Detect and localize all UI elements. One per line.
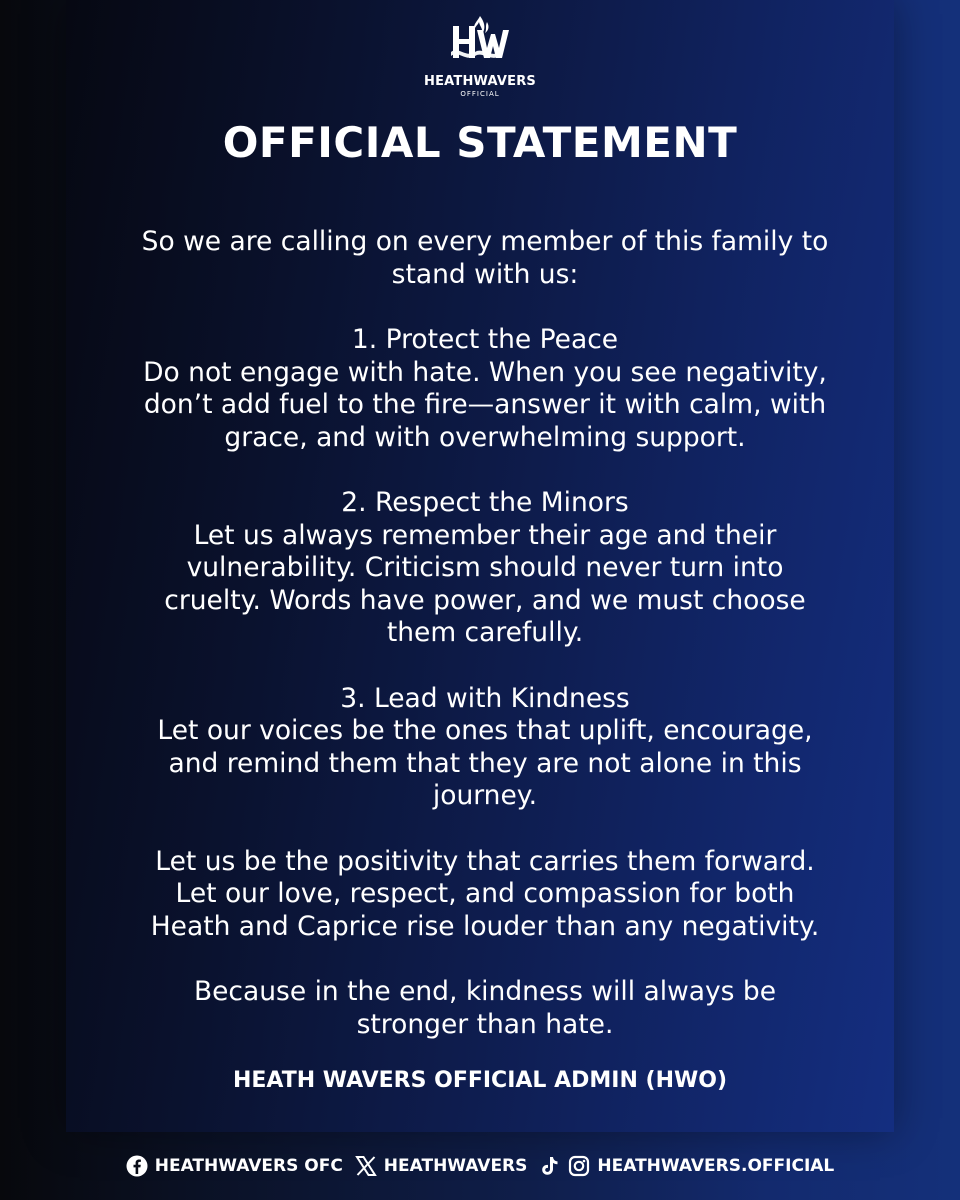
instagram-icon xyxy=(568,1155,590,1177)
point-line: them carefully. xyxy=(386,617,584,648)
tiktok-instagram-label: HEATHWAVERS.OFFICIAL xyxy=(597,1156,835,1176)
point-line: and remind them that they are not alone in this xyxy=(168,747,802,779)
hw-monogram-icon xyxy=(447,12,513,68)
statement-body xyxy=(90,226,880,1041)
x-logo-icon xyxy=(355,1155,377,1177)
point-title: 1. Protect the Peace xyxy=(351,324,619,355)
closing-line: Let us be the positivity that carries them forward. xyxy=(155,845,815,877)
point-line: don’t add fuel to the fire—answer it with calm, with xyxy=(143,389,827,420)
point-line: cruelty. Words have power, and we must choose xyxy=(164,584,806,616)
x-handle[interactable] xyxy=(355,1155,528,1177)
x-label: HEATHWAVERS xyxy=(383,1156,528,1176)
point-line: Let us always remember their age and their xyxy=(193,519,777,551)
final-line: stronger than hate. xyxy=(356,1008,614,1040)
point-line: vulnerability. Criticism should never turn into xyxy=(186,552,784,583)
page-title: OFFICIAL STATEMENT xyxy=(222,118,738,167)
brand-name: HEATHWAVERS xyxy=(423,74,536,89)
closing-line: Heath and Caprice rise louder than any negativity. xyxy=(150,910,820,942)
facebook-handle[interactable] xyxy=(126,1155,343,1177)
brand-sub: OFFICIAL xyxy=(460,90,500,98)
point-title: 2. Respect the Minors xyxy=(341,487,629,518)
intro-line: So we are calling on every member of this family to xyxy=(141,226,829,257)
signature: HEATH WAVERS OFFICIAL ADMIN (HWO) xyxy=(232,1068,728,1093)
point-line: Do not engage with hate. When you see negativity, xyxy=(143,356,827,388)
point-line: Let our voices be the ones that uplift, encourage, xyxy=(157,715,813,746)
tiktok-icon xyxy=(539,1155,561,1177)
brand-logo xyxy=(0,12,960,98)
point-line: journey. xyxy=(432,780,538,811)
final-line: Because in the end, kindness will always be xyxy=(193,976,777,1007)
facebook-label: HEATHWAVERS OFC xyxy=(154,1156,343,1176)
point-title: 3. Lead with Kindness xyxy=(340,682,630,714)
point-line: grace, and with overwhelming support. xyxy=(224,421,746,453)
intro-line: stand with us: xyxy=(391,258,579,290)
tiktok-instagram-handle[interactable] xyxy=(539,1155,834,1177)
facebook-icon xyxy=(126,1155,148,1177)
closing-line: Let our love, respect, and compassion for both xyxy=(175,878,795,909)
social-footer xyxy=(0,1148,960,1184)
